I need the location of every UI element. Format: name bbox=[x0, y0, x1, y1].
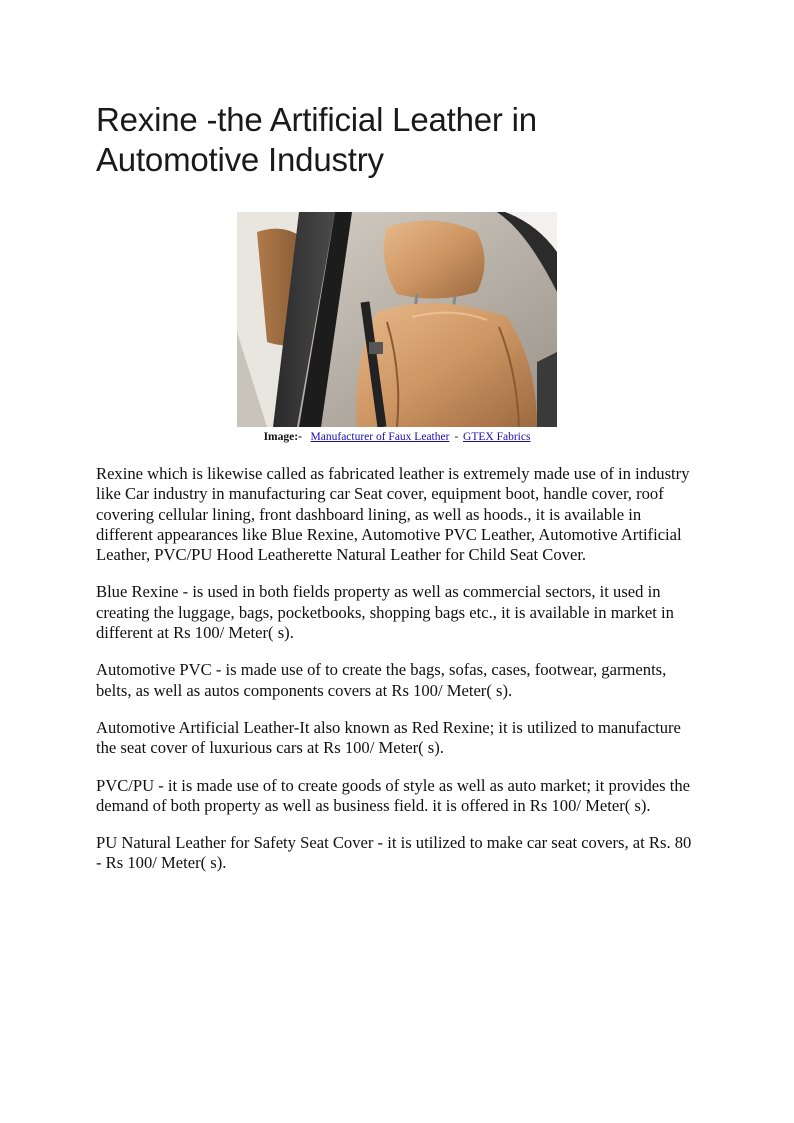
caption-label: Image:- bbox=[263, 431, 302, 443]
paragraph: Automotive Artificial Leather-It also known as Red Rexine; it is utilized to manufacture the seat cover of luxurious cars at Rs 100/ Meter( s). bbox=[96, 717, 681, 758]
paragraph: Blue Rexine - is used in both fields property as well as commercial sectors, it used in creating the luggage, bags, pocketbooks, shopping bags etc., it is available in market in different at Rs 100/ Meter( s). bbox=[96, 582, 674, 643]
figure bbox=[237, 212, 557, 443]
manufacturer-link[interactable]: Manufacturer of Faux Leather bbox=[310, 431, 450, 443]
paragraph: Automotive PVC - is made use of to create the bags, sofas, cases, footwear, garments, belts, as well as autos components covers at Rs 100/ Meter( s). bbox=[96, 660, 667, 700]
page-title: Rexine -the Artificial Leather in Automotive Industry bbox=[96, 101, 537, 178]
paragraph: PU Natural Leather for Safety Seat Cover - it is utilized to make car seat covers, at Rs. 80 - Rs 100/ Meter( s). bbox=[96, 833, 692, 873]
paragraph: Rexine which is likewise called as fabricated leather is extremely made use of in industry like Car industry in manufacturing car Seat cover, equipment boot, handle cover, roof covering cellular lining, front dashboard lining, as well as hoods., it is available in different appearances like Blue Rexine, Automotive PVC Leather, Automotive Artificial Leather, PVC/PU Hood Leatherette Natural Leather for Child Seat Cover. bbox=[96, 464, 690, 565]
gtex-fabrics-link[interactable]: GTEX Fabrics bbox=[463, 431, 531, 443]
article-body bbox=[96, 464, 696, 891]
image-caption bbox=[37, 430, 757, 444]
caption-separator: - bbox=[454, 431, 459, 443]
car-seat-photo bbox=[237, 212, 557, 427]
document-page bbox=[96, 100, 696, 873]
paragraph: PVC/PU - it is made use of to create goods of style as well as auto market; it provides the demand of both property as well as business field. it is offered in Rs 100/ Meter( s). bbox=[96, 775, 691, 815]
